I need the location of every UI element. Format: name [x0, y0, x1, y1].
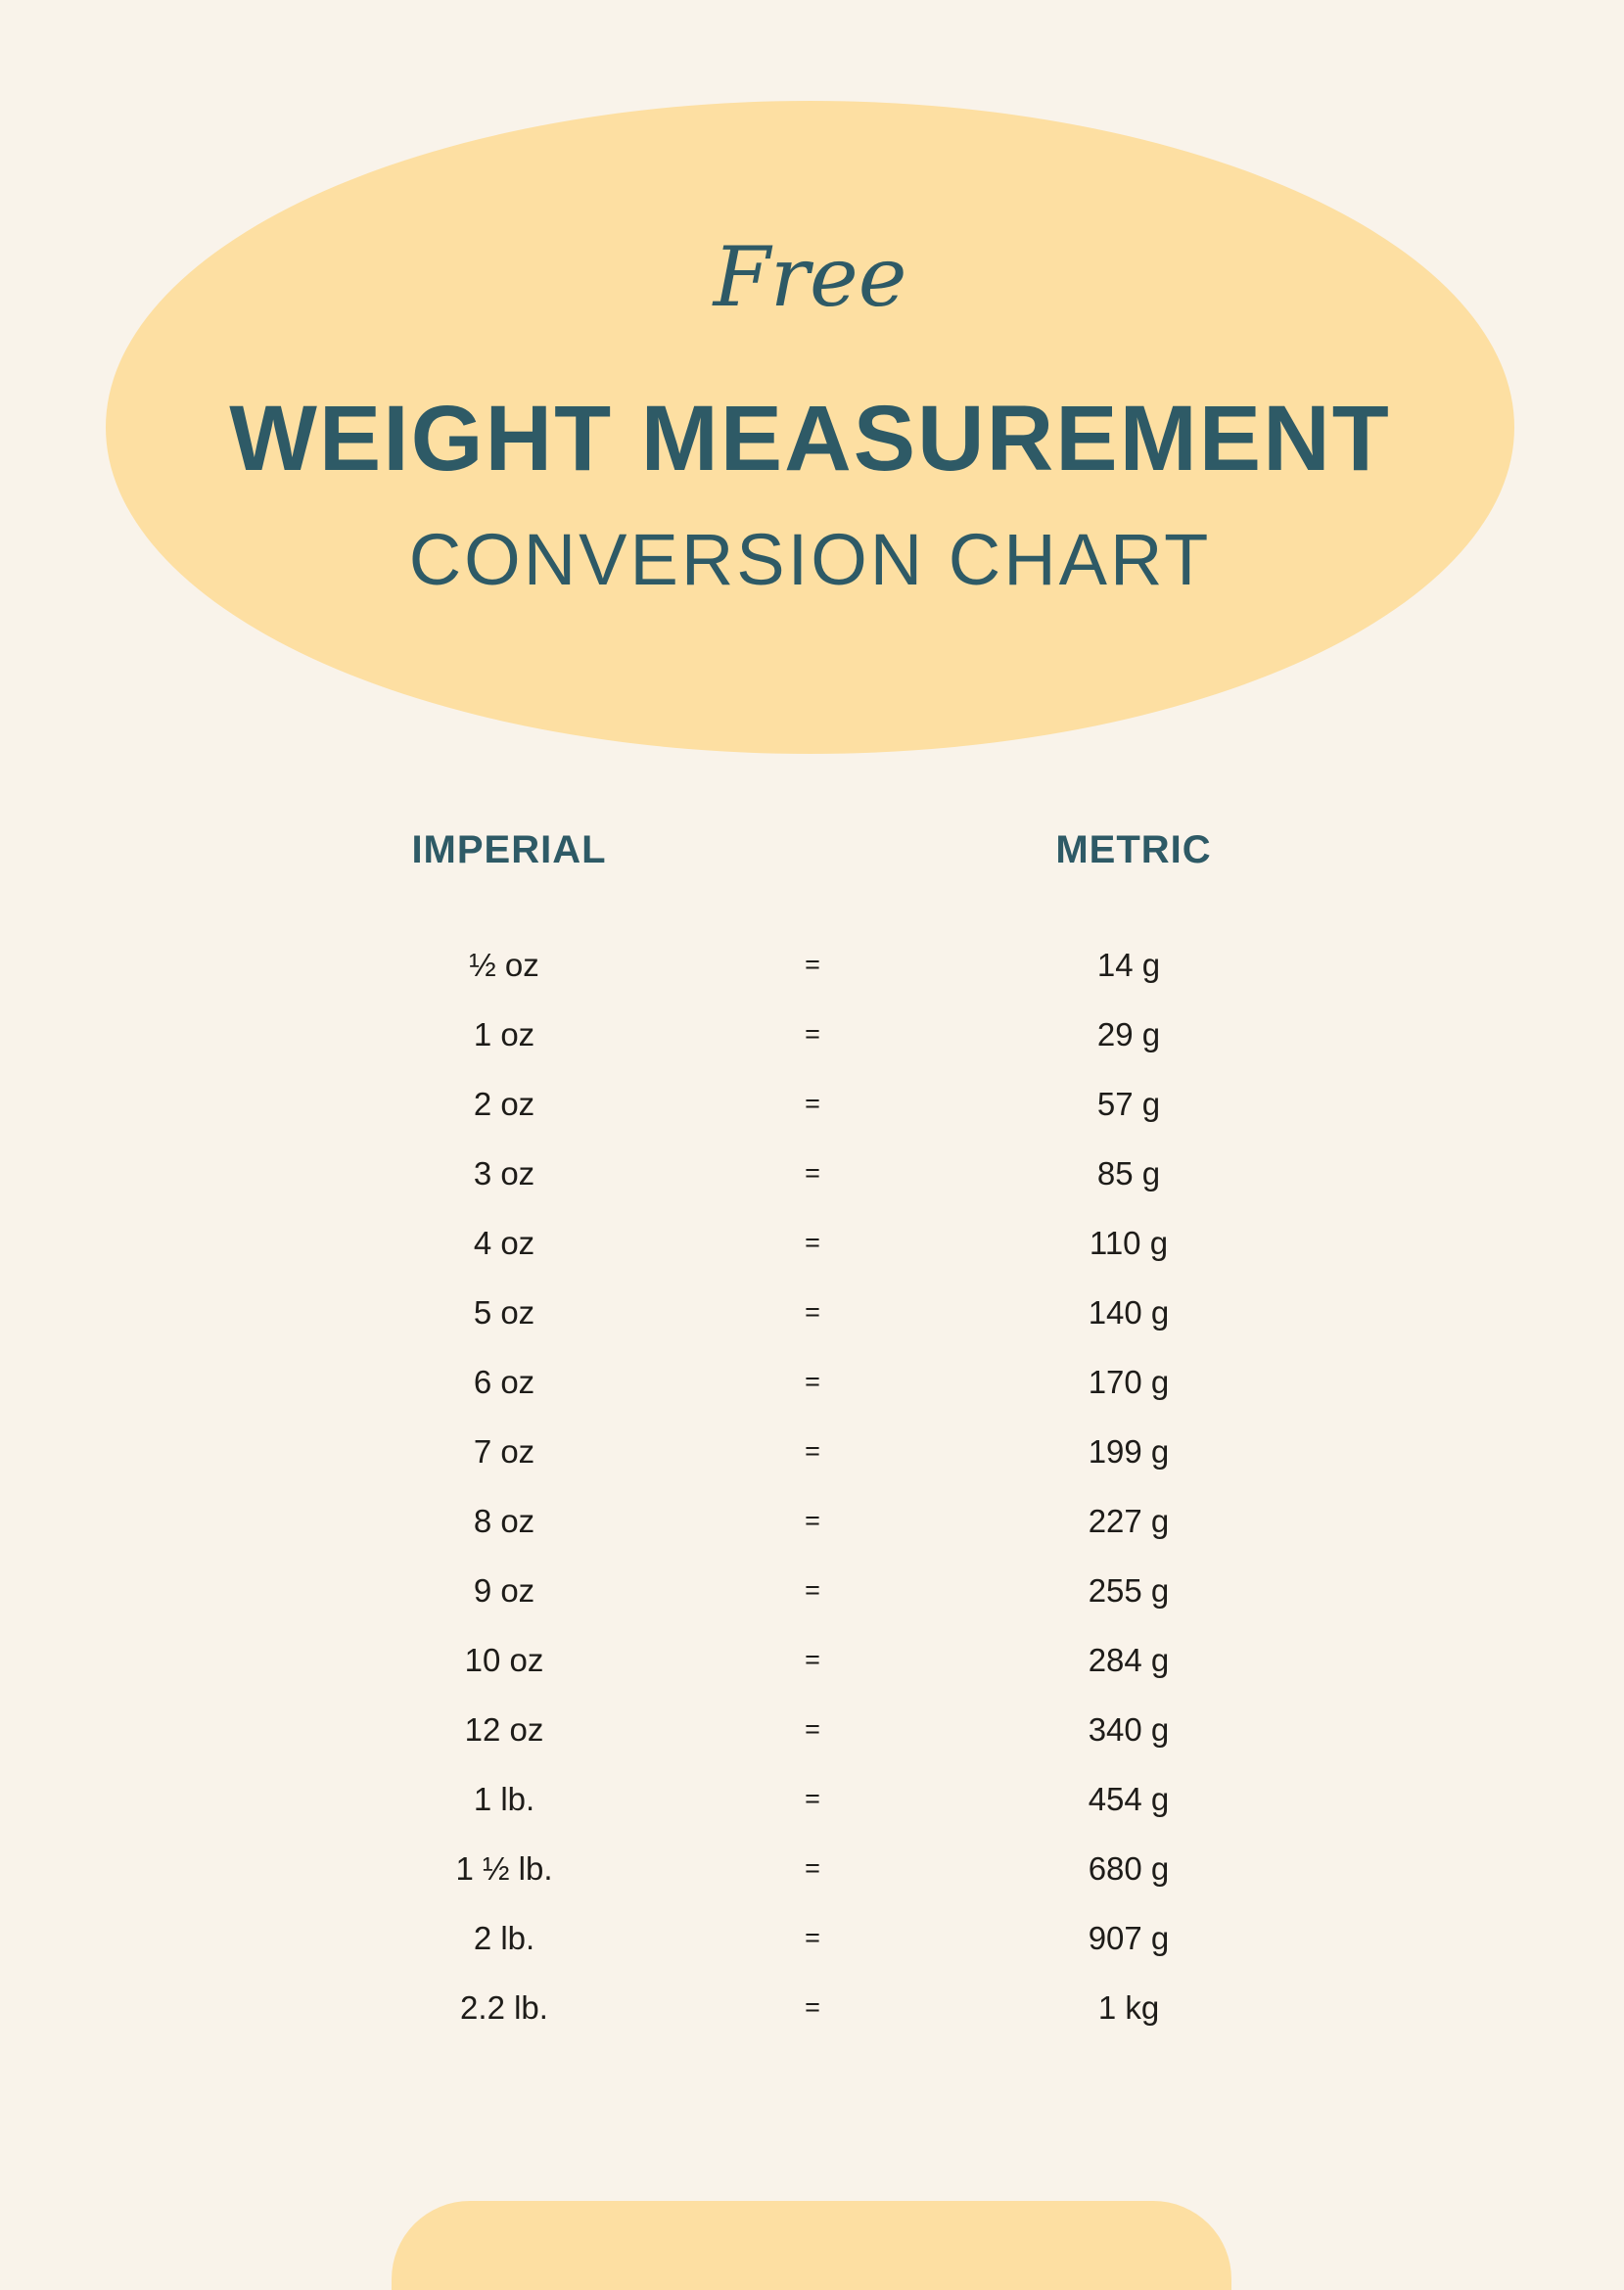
- imperial-value: 2 lb.: [473, 1919, 535, 1956]
- imperial-value: 1 oz: [473, 1015, 535, 1052]
- metric-value: 199 g: [1088, 1432, 1170, 1470]
- equals-sign: =: [805, 1228, 820, 1257]
- metric-value: 255 g: [1088, 1571, 1170, 1609]
- table-row: [0, 1764, 1624, 1834]
- metric-value: 680 g: [1088, 1849, 1170, 1887]
- table-row: [0, 1973, 1624, 2042]
- metric-value: 29 g: [1096, 1015, 1161, 1052]
- imperial-value: 1 lb.: [473, 1780, 535, 1817]
- eyebrow-text: Free: [713, 229, 907, 325]
- imperial-value: 6 oz: [473, 1363, 535, 1400]
- imperial-value: 10 oz: [464, 1641, 544, 1678]
- table-row: [0, 930, 1624, 1000]
- bottom-decoration: [392, 2201, 1231, 2290]
- imperial-value: 2 oz: [473, 1085, 535, 1122]
- equals-sign: =: [805, 1436, 820, 1466]
- hero-ellipse: [106, 101, 1514, 754]
- metric-value: 284 g: [1088, 1641, 1170, 1678]
- metric-value: 907 g: [1088, 1919, 1170, 1956]
- table-row: [0, 1903, 1624, 1973]
- table-row: [0, 1208, 1624, 1278]
- equals-sign: =: [805, 1158, 820, 1188]
- conversion-table: [0, 930, 1624, 2042]
- table-row: [0, 1000, 1624, 1069]
- imperial-value: 12 oz: [464, 1710, 544, 1748]
- metric-value: 1 kg: [1097, 1988, 1160, 2026]
- metric-value: 14 g: [1096, 946, 1161, 983]
- metric-value: 454 g: [1088, 1780, 1170, 1817]
- imperial-value: 8 oz: [473, 1502, 535, 1539]
- imperial-value: 2.2 lb.: [460, 1988, 548, 2026]
- metric-value: 170 g: [1088, 1363, 1170, 1400]
- imperial-value: 5 oz: [473, 1293, 535, 1331]
- table-row: [0, 1278, 1624, 1347]
- page-subtitle: CONVERSION CHART: [408, 519, 1212, 600]
- page-title: WEIGHT MEASUREMENT: [229, 387, 1391, 491]
- equals-sign: =: [805, 1297, 820, 1327]
- imperial-value: 7 oz: [473, 1432, 535, 1470]
- metric-value: 340 g: [1088, 1710, 1170, 1748]
- table-row: [0, 1625, 1624, 1695]
- table-row: [0, 1486, 1624, 1556]
- imperial-value: ½ oz: [469, 946, 539, 983]
- metric-value: 57 g: [1096, 1085, 1161, 1122]
- table-row: [0, 1347, 1624, 1417]
- metric-value: 140 g: [1088, 1293, 1170, 1331]
- imperial-value: 4 oz: [473, 1224, 535, 1261]
- equals-sign: =: [805, 1645, 820, 1674]
- equals-sign: =: [805, 1367, 820, 1396]
- metric-value: 85 g: [1096, 1154, 1161, 1192]
- metric-value: 227 g: [1088, 1502, 1170, 1539]
- equals-sign: =: [805, 1089, 820, 1118]
- imperial-value: 3 oz: [473, 1154, 535, 1192]
- table-row: [0, 1417, 1624, 1486]
- equals-sign: =: [805, 1923, 820, 1952]
- equals-sign: =: [805, 1992, 820, 2022]
- imperial-value: 1 ½ lb.: [455, 1849, 553, 1887]
- equals-sign: =: [805, 1853, 820, 1883]
- table-row: [0, 1695, 1624, 1764]
- column-header-imperial: IMPERIAL: [411, 828, 607, 871]
- metric-value: 110 g: [1089, 1224, 1169, 1261]
- equals-sign: =: [805, 1575, 820, 1605]
- table-row: [0, 1139, 1624, 1208]
- equals-sign: =: [805, 1714, 820, 1744]
- table-row: [0, 1834, 1624, 1903]
- equals-sign: =: [805, 1506, 820, 1535]
- equals-sign: =: [805, 1019, 820, 1049]
- imperial-value: 9 oz: [473, 1571, 535, 1609]
- equals-sign: =: [805, 950, 820, 979]
- table-row: [0, 1069, 1624, 1139]
- equals-sign: =: [805, 1784, 820, 1813]
- column-header-metric: METRIC: [1055, 828, 1212, 871]
- table-row: [0, 1556, 1624, 1625]
